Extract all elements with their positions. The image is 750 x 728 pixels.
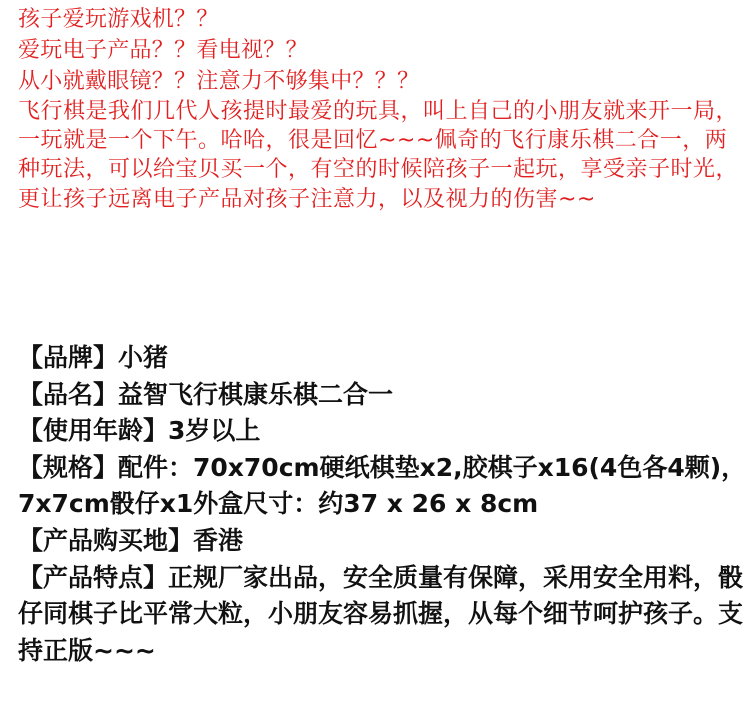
intro-question-electronics: 爱玩电子产品？？看电视？？ (18, 38, 308, 63)
spec-product-name: 【品名】益智飞行棋康乐棋二合一 (18, 379, 394, 409)
spec-origin: 【产品购买地】香港 (18, 525, 244, 555)
spec-features: 【产品特点】正规厂家出品，安全质量有保障，采用安全用料，骰仔同棋子比平常大粒，小朋友容易抓握，从每个细节呵护孩子。支持正版~~~ (18, 562, 744, 665)
spec-age: 【使用年龄】3岁以上 (18, 416, 261, 446)
intro-paragraph: 飞行棋是我们几代人孩提时最爱的玩具，叫上自己的小朋友就来开一局，一玩就是一个下午。哈哈，很是回忆~~~佩奇的飞行康乐棋二合一，两种玩法，可以给宝贝买一个，有空的时候陪孩子一起玩，享受亲子时光，更让孩子远离电子产品对孩子注意力，以及视力的伤害~~ (18, 99, 739, 212)
intro-question-games: 孩子爱玩游戏机？？ (18, 7, 219, 32)
spec-specification: 【规格】配件：70x70cm硬纸棋垫x2,胶棋子x16(4色各4颗)， 7x7cm骰仔x1外盒尺寸：约37 x 26 x 8cm (18, 452, 747, 519)
spec-brand: 【品牌】小猪 (18, 343, 169, 372)
intro-question-glasses: 从小就戴眼镜？？注意力不够集中？？？ (18, 69, 420, 94)
intro-section (18, 4, 748, 214)
product-specs (18, 340, 748, 669)
